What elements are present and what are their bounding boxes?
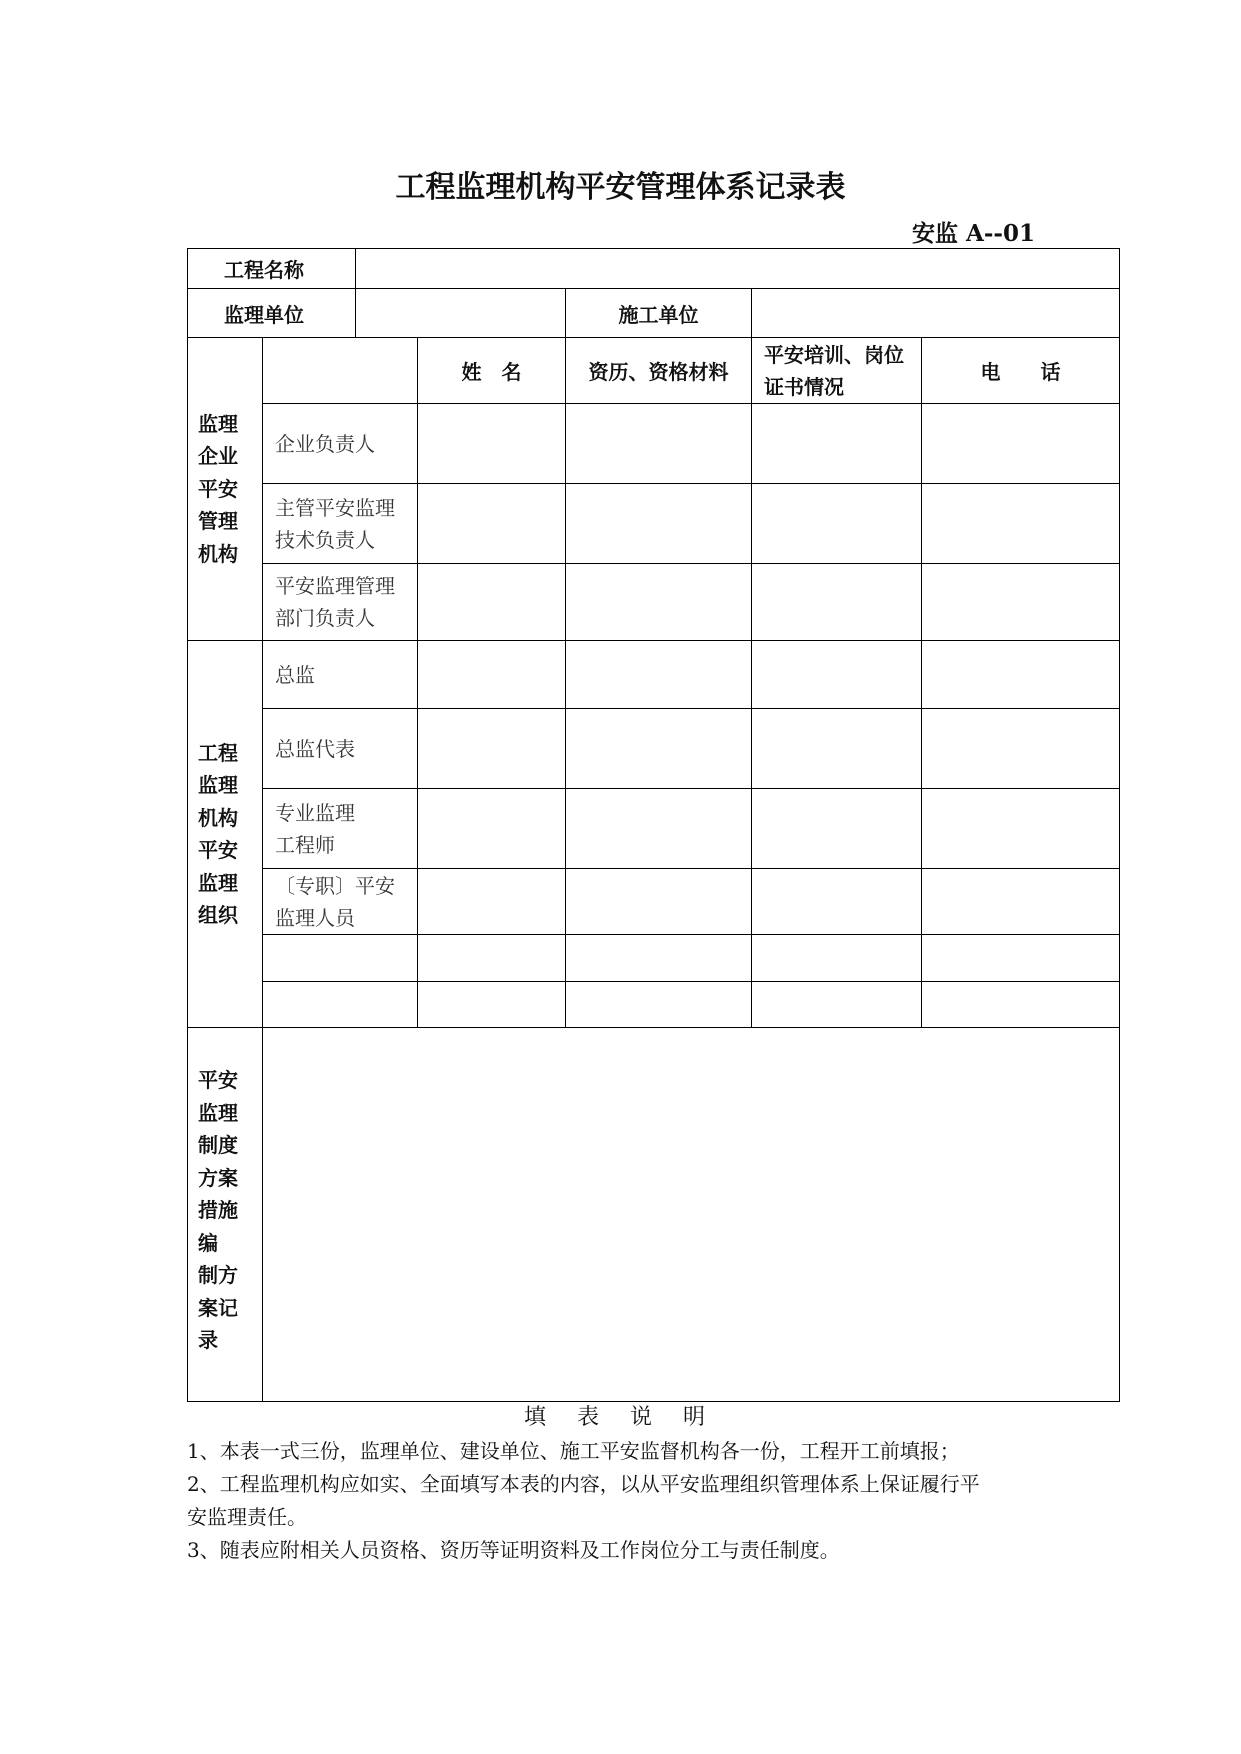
table-row — [188, 869, 1120, 935]
project-name-field[interactable] — [356, 249, 1120, 289]
qualification-cell[interactable] — [566, 641, 752, 709]
construction-unit-label: 施工单位 — [566, 289, 752, 338]
section-project-label: 工程监理机构平安监理组织 — [188, 641, 263, 1028]
role-label: 总监代表 — [263, 709, 418, 789]
role-label: 专业监理 工程师 — [263, 789, 418, 869]
header-name: 姓 名 — [418, 338, 566, 404]
role-label: 企业负责人 — [263, 404, 418, 484]
phone-cell[interactable] — [922, 564, 1120, 641]
role-cell-blank[interactable] — [263, 935, 418, 982]
training-cell[interactable] — [752, 982, 922, 1028]
header-qualification: 资历、资格材料 — [566, 338, 752, 404]
note-item-1: 1、本表一式三份，监理单位、建设单位、施工平安监督机构各一份，工程开工前填报； — [187, 1439, 960, 1463]
table-row — [188, 404, 1120, 484]
form-code: 安监 A--01 — [912, 220, 1035, 247]
phone-cell[interactable] — [922, 404, 1120, 484]
qualification-cell[interactable] — [566, 564, 752, 641]
phone-cell[interactable] — [922, 935, 1120, 982]
notes-title: 填 表 说 明 — [524, 1405, 717, 1430]
table-row — [188, 935, 1120, 982]
note-item-2-line-2: 安监理责任。 — [187, 1505, 307, 1529]
name-cell[interactable] — [418, 404, 566, 484]
role-cell-blank[interactable] — [263, 982, 418, 1028]
phone-cell[interactable] — [922, 709, 1120, 789]
units-row — [188, 289, 1120, 338]
name-cell[interactable] — [418, 982, 566, 1028]
table-row — [188, 982, 1120, 1028]
section-system-label: 平安监理制度方案措施编 制方 案记录 — [188, 1028, 263, 1402]
header-training: 平安培训、岗位 证书情况 — [752, 338, 922, 404]
header-role-blank — [263, 338, 418, 404]
table-row — [188, 789, 1120, 869]
project-name-label: 工程名称 — [188, 249, 356, 289]
note-item-2-line-1: 2、工程监理机构应如实、全面填写本表的内容，以从平安监理组织管理体系上保证履行平 — [187, 1472, 980, 1496]
name-cell[interactable] — [418, 641, 566, 709]
phone-cell[interactable] — [922, 869, 1120, 935]
supervision-unit-field[interactable] — [356, 289, 566, 338]
construction-unit-field[interactable] — [752, 289, 1120, 338]
phone-cell[interactable] — [922, 484, 1120, 564]
table-row — [188, 709, 1120, 789]
system-record-field[interactable] — [263, 1028, 1120, 1402]
name-cell[interactable] — [418, 484, 566, 564]
record-form-table — [187, 248, 1120, 1402]
name-cell[interactable] — [418, 869, 566, 935]
training-cell[interactable] — [752, 641, 922, 709]
system-record-row — [188, 1028, 1120, 1402]
header-phone: 电 话 — [922, 338, 1120, 404]
role-label: 主管平安监理 技术负责人 — [263, 484, 418, 564]
section-enterprise-label: 监理企业平安管理机构 — [188, 338, 263, 641]
qualification-cell[interactable] — [566, 404, 752, 484]
phone-cell[interactable] — [922, 982, 1120, 1028]
qualification-cell[interactable] — [566, 484, 752, 564]
name-cell[interactable] — [418, 935, 566, 982]
training-cell[interactable] — [752, 709, 922, 789]
training-cell[interactable] — [752, 404, 922, 484]
training-cell[interactable] — [752, 789, 922, 869]
project-name-row — [188, 249, 1120, 289]
qualification-cell[interactable] — [566, 869, 752, 935]
supervision-unit-label: 监理单位 — [188, 289, 356, 338]
qualification-cell[interactable] — [566, 982, 752, 1028]
training-cell[interactable] — [752, 935, 922, 982]
qualification-cell[interactable] — [566, 709, 752, 789]
training-cell[interactable] — [752, 484, 922, 564]
qualification-cell[interactable] — [566, 935, 752, 982]
name-cell[interactable] — [418, 564, 566, 641]
page-title: 工程监理机构平安管理体系记录表 — [395, 170, 846, 205]
phone-cell[interactable] — [922, 641, 1120, 709]
qualification-cell[interactable] — [566, 789, 752, 869]
role-label: 平安监理管理 部门负责人 — [263, 564, 418, 641]
training-cell[interactable] — [752, 564, 922, 641]
table-row — [188, 484, 1120, 564]
column-header-row — [188, 338, 1120, 404]
training-cell[interactable] — [752, 869, 922, 935]
name-cell[interactable] — [418, 709, 566, 789]
phone-cell[interactable] — [922, 789, 1120, 869]
table-row — [188, 641, 1120, 709]
table-row — [188, 564, 1120, 641]
role-label: 〔专职〕平安 监理人员 — [263, 869, 418, 935]
note-item-3: 3、随表应附相关人员资格、资历等证明资料及工作岗位分工与责任制度。 — [187, 1538, 840, 1562]
role-label: 总监 — [263, 641, 418, 709]
name-cell[interactable] — [418, 789, 566, 869]
